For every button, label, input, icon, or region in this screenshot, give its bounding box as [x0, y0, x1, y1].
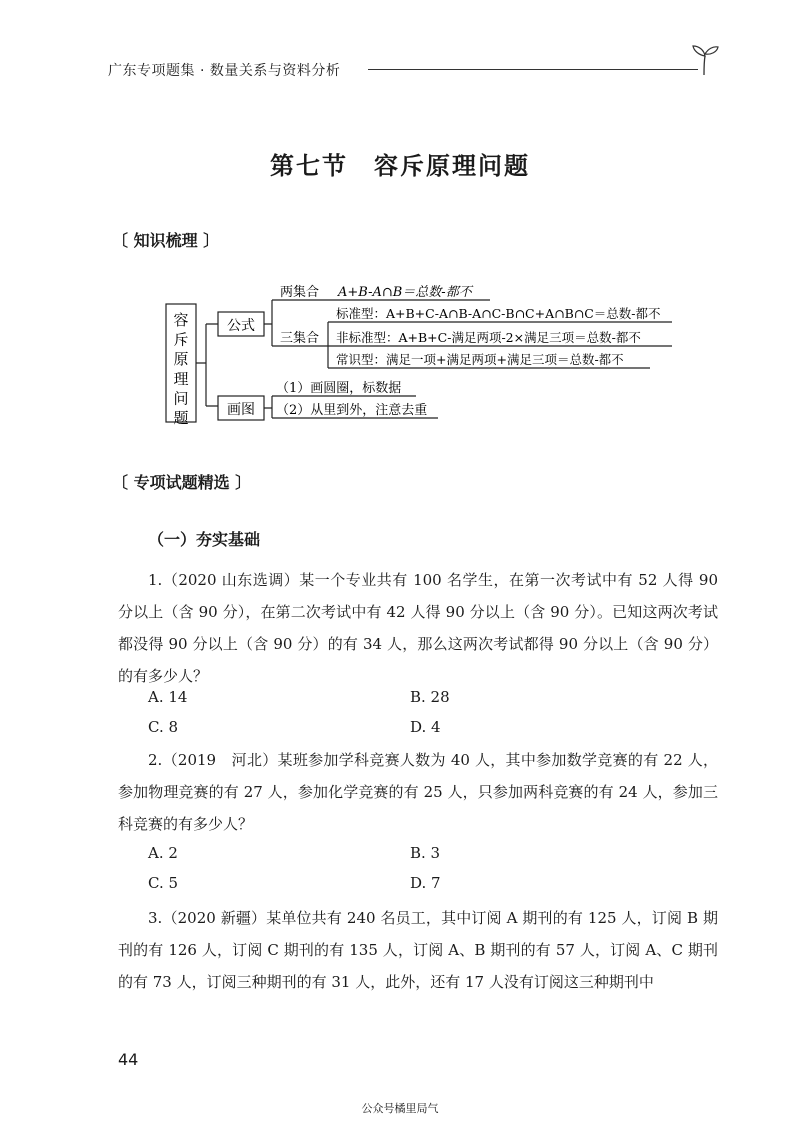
mindmap-common: 常识型：满足一项+满足两项+满足三项＝总数-都不: [336, 352, 624, 367]
mindmap-two-set-formula: A+B-A∩B＝总数-都不: [338, 285, 472, 300]
mindmap-root-char: 问: [173, 389, 189, 408]
q1-option-b: B. 28: [410, 688, 450, 706]
q2-option-b: B. 3: [410, 844, 441, 862]
mindmap-root-char: 题: [173, 409, 189, 427]
mindmap-root-char: 斥: [173, 330, 189, 349]
mindmap-draw-step-2: （2）从里到外，注意去重: [276, 403, 428, 418]
q2-option-a: A. 2: [148, 844, 178, 862]
sprout-icon: [690, 42, 720, 80]
mindmap-three-set-label: 三集合: [280, 331, 320, 346]
running-header: 广东专项题集 · 数量关系与资料分析: [108, 63, 341, 79]
q1-option-a: A. 14: [148, 688, 188, 706]
mindmap-root-char: 原: [173, 350, 189, 369]
question-1: 1.（2020 山东选调）某一个专业共有 100 名学生，在第一次考试中有 52 人得 90 分以上（含 90 分），在第二次考试中有 42 人得 90 分以上（含 90 分）。已知这两次考试都没得 90 分以上（含 90 分）的有 34 人，那么这两次考试都得 90 分以上（含 90 分）的有多少人？: [118, 571, 718, 685]
section-title: 第七节 容斥原理问题: [270, 152, 530, 180]
q2-option-c: C. 5: [148, 874, 179, 892]
q2-option-d: D. 7: [410, 874, 441, 892]
q1-option-d: D. 4: [410, 718, 441, 736]
header-rule: [368, 69, 698, 70]
footer-watermark: 公众号橘里局气: [361, 1102, 439, 1115]
question-2: 2.（2019 河北）某班参加学科竞赛人数为 40 人，其中参加数学竞赛的有 22 人，参加物理竞赛的有 27 人，参加化学竞赛的有 25 人，只参加两科竞赛的有 24 人，参加三科竞赛的有多少人？: [118, 751, 718, 833]
practice-subheading: （一）夯实基础: [148, 530, 261, 549]
mindmap-formula-label: 公式: [227, 318, 255, 334]
question-3: 3.（2020 新疆）某单位共有 240 名员工，其中订阅 A 期刊的有 125 人，订阅 B 期刊的有 126 人，订阅 C 期刊的有 135 人，订阅 A、B 期刊的有 57 人，订阅 A、C 期刊的有 73 人，订阅三种期刊的有 31 人，此外，还有 17 人没有订阅这三种期刊中: [118, 909, 718, 991]
mindmap-standard: 标准型：A+B+C-A∩B-A∩C-B∩C+A∩B∩C＝总数-都不: [336, 306, 661, 321]
practice-heading: 〔 专项试题精选 〕: [112, 473, 252, 492]
mindmap-draw-step-1: （1）画圆圈，标数据: [276, 381, 402, 396]
q1-option-c: C. 8: [148, 718, 179, 736]
mindmap-root-char: 容: [173, 311, 189, 329]
knowledge-heading: 〔 知识梳理 〕: [112, 231, 220, 250]
mindmap-root-char: 理: [173, 369, 189, 388]
page-number: 44: [118, 1050, 139, 1069]
mindmap-two-set-label: 两集合: [280, 285, 320, 300]
mindmap-draw-label: 画图: [227, 402, 255, 418]
mindmap: [160, 280, 680, 434]
mindmap-nonstandard: 非标准型：A+B+C-满足两项-2×满足三项＝总数-都不: [336, 330, 641, 345]
